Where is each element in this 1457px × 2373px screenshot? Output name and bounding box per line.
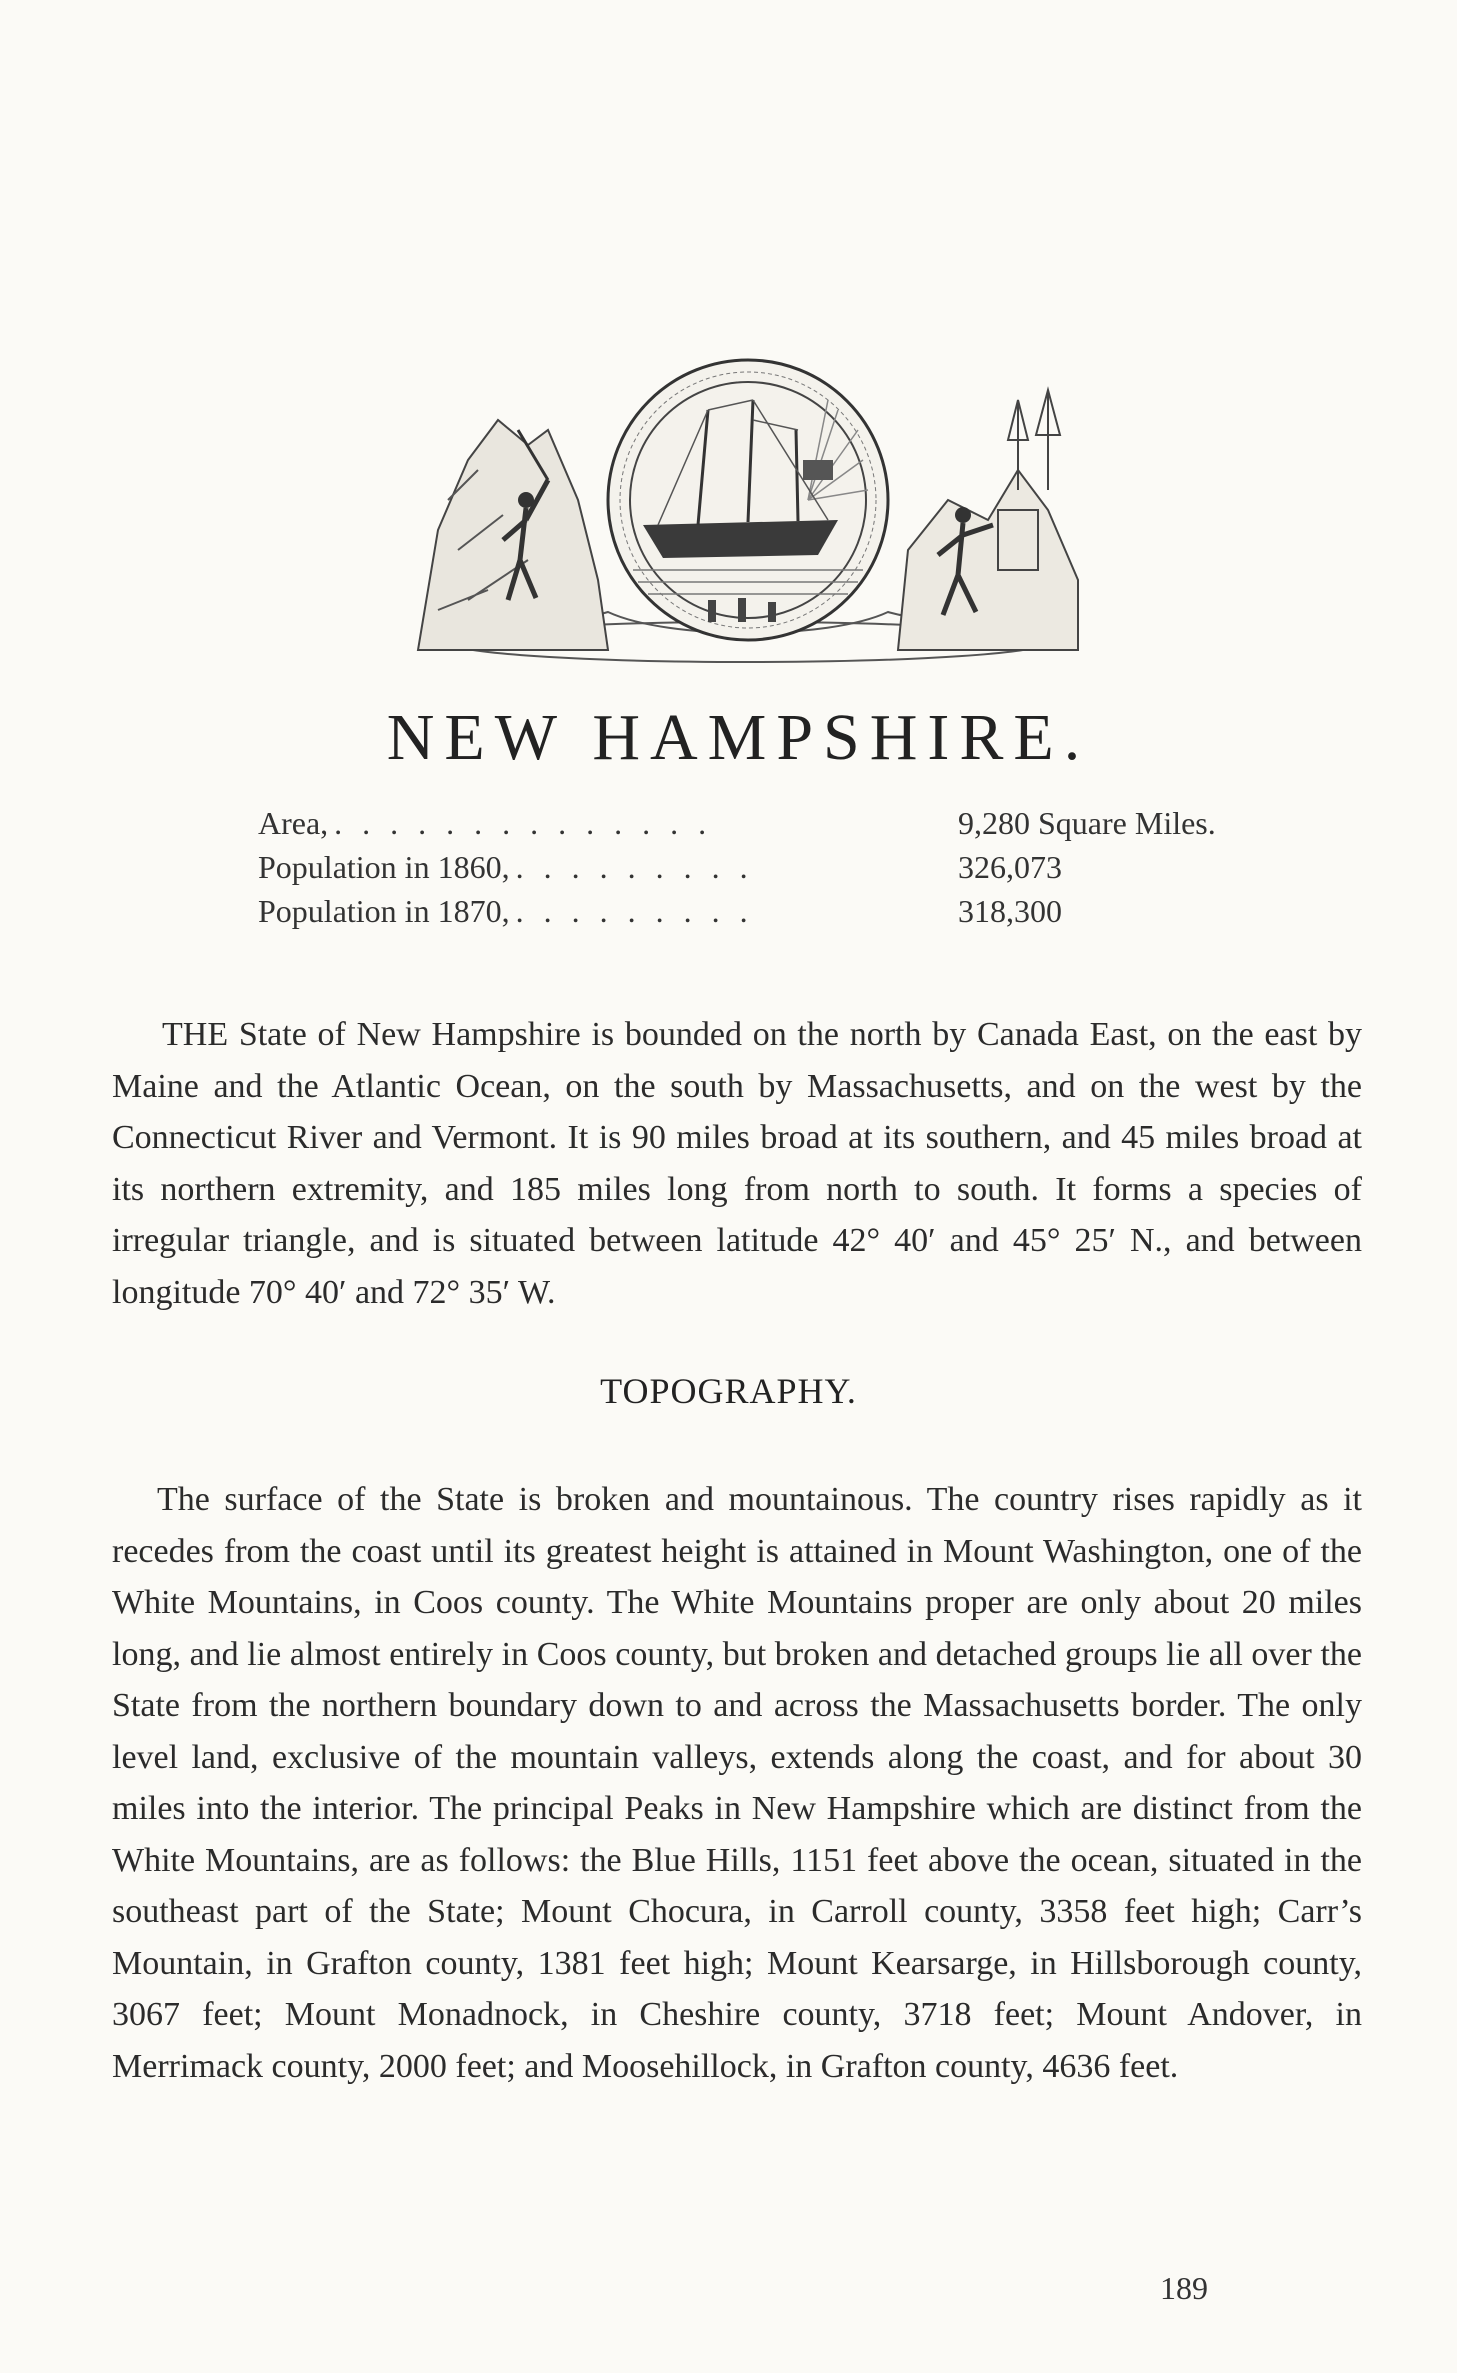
stat-label: Population in 1870, [258,893,510,929]
topography-paragraph: The surface of the State is broken and mountainous. The country rises rapidly as it recedes from the coast until its greatest height is attained in Mount Washington, one of the White Mountains, in Coos county. The White Mountains proper are only about 20 miles long, and lie almost entirely in Coos county, but broken and detached groups lie all over the State from the northern boundary down to and across the Massachusetts border. The only level land, exclusive of the mountain valleys, extends along the coast, and for about 30 miles into the interior. The principal Peaks in New Hampshire which are distinct from the White Mountains, are as follows: the Blue Hills, 1151 feet above the ocean, situated in the southeast part of the State; Mount Chocura, in Carroll county, 3358 feet high; Carr’s Mountain, in Grafton county, 1381 feet high; Mount Kearsarge, in Hillsborough county, 3067 feet; Mount Monadnock, in Cheshire county, 3718 feet; Mount Andover, in Merrimack county, 2000 feet; and Moosehillock, in Grafton county, 4636 feet. [112,1481,1362,2085]
page-title: NEW HAMPSHIRE. [386,701,1091,774]
section-heading: TOPOGRAPHY. [600,1371,857,1411]
state-seal-illustration [408,350,1088,665]
stat-label: Population in 1860, [258,849,510,885]
leader-dots: . . . . . . . . . [515,849,754,885]
stat-row-area [258,805,1308,849]
stat-row-population-1860 [258,849,1308,893]
intro-paragraph: THE State of New Hampshire is bounded on the north by Canada East, on the east by Maine and the Atlantic Ocean, on the south by Massachusetts, and on the west by the Connecticut River and Vermont. It is 90 miles broad at its southern, and 45 miles broad at its northern extremity, and 185 miles long from north to south. It forms a species of irregular triangle, and is situated between latitude 42° 40′ and 45° 25′ N., and between longitude 70° 40′ and 72° 35′ W. [112,1016,1362,1311]
statistics-table [258,805,1308,937]
leader-dots: . . . . . . . . . . . . . . [334,805,713,841]
stat-value: 318,300 [958,893,1062,929]
stat-row-population-1870 [258,893,1308,937]
stat-value: 9,280 Square Miles. [958,805,1216,841]
stat-label: Area, [258,805,329,841]
leader-dots: . . . . . . . . . [515,893,754,929]
stat-value: 326,073 [958,849,1062,885]
page-number: 189 [1160,2270,1208,2306]
